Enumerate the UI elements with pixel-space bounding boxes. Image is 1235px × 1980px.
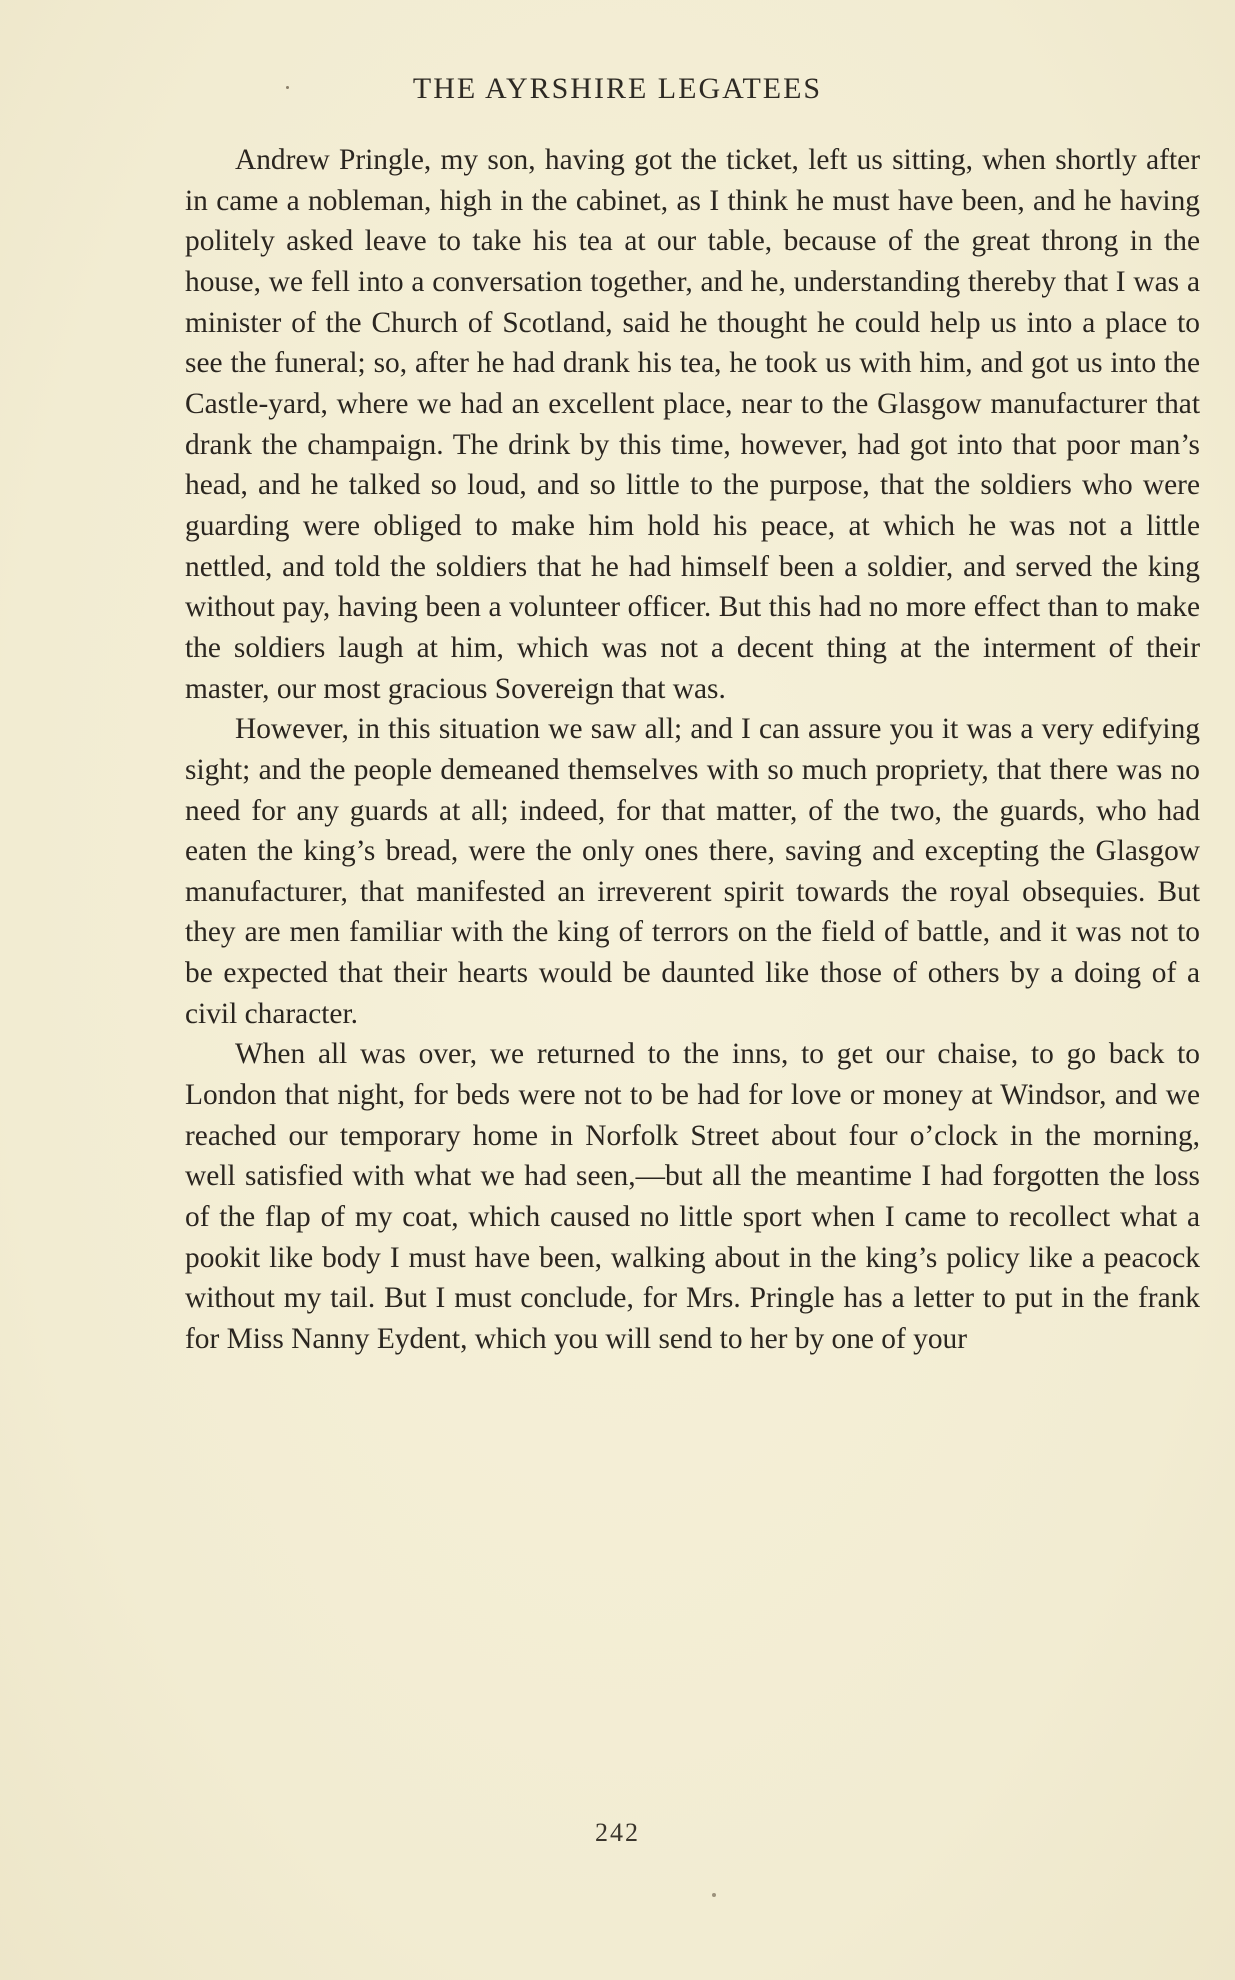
body-text	[185, 140, 1200, 1360]
print-speck-bottom	[712, 1893, 716, 1897]
running-head: THE AYRSHIRE LEGATEES	[412, 72, 823, 105]
paragraph-1: Andrew Pringle, my son, having got the ticket, left us sitting, when shortly after in came a nobleman, high in the cabinet, as I think he must have been, and he having politely asked leave to take his tea at our table, because of the great throng in the house, we fell into a conversation together, and he, understanding thereby that I was a minister of the Church of Scotland, said he thought he could help us into a place to see the funeral; so, after he had drank his tea, he took us with him, and got us into the Castle-yard, where we had an excellent place, near to the Glasgow manufacturer that drank the champaign. The drink by this time, however, had got into that poor man’s head, and he talked so loud, and so little to the purpose, that the soldiers who were guarding were obliged to make him hold his peace, at which he was not a little nettled, and told the soldiers that he had himself been a soldier, and served the king without pay, having been a volunteer officer. But this had no more effect than to make the soldiers laugh at him, which was not a decent thing at the interment of their master, our most gracious Sovereign that was.	[185, 144, 1200, 705]
paragraph-3: When all was over, we returned to the inns, to get our chaise, to go back to London that night, for beds were not to be had for love or money at Windsor, and we reached our temporary home in Norfolk Street about four o’clock in the morning, well satisfied with what we had seen,—but all the meantime I had forgotten the loss of the flap of my coat, which caused no little sport when I came to recollect what a pookit like body I must have been, walking about in the king’s policy like a peacock without my tail. But I must conclude, for Mrs. Pringle has a letter to put in the frank for Miss Nanny Eydent, which you will send to her by one of your	[185, 1038, 1200, 1356]
paragraph-2: However, in this situation we saw all; and I can assure you it was a very edifying sight; and the people demeaned themselves with so much propriety, that there was no need for any guards at all; indeed, for that matter, of the two, the guards, who had eaten the king’s bread, were the only ones there, saving and excepting the Glasgow manufacturer, that manifested an irreverent spirit towards the royal obsequies. But they are men familiar with the king of terrors on the field of battle, and it was not to be expected that their hearts would be daunted like those of others by a doing of a civil character.	[185, 713, 1200, 1030]
page-number: 242	[595, 1818, 640, 1847]
